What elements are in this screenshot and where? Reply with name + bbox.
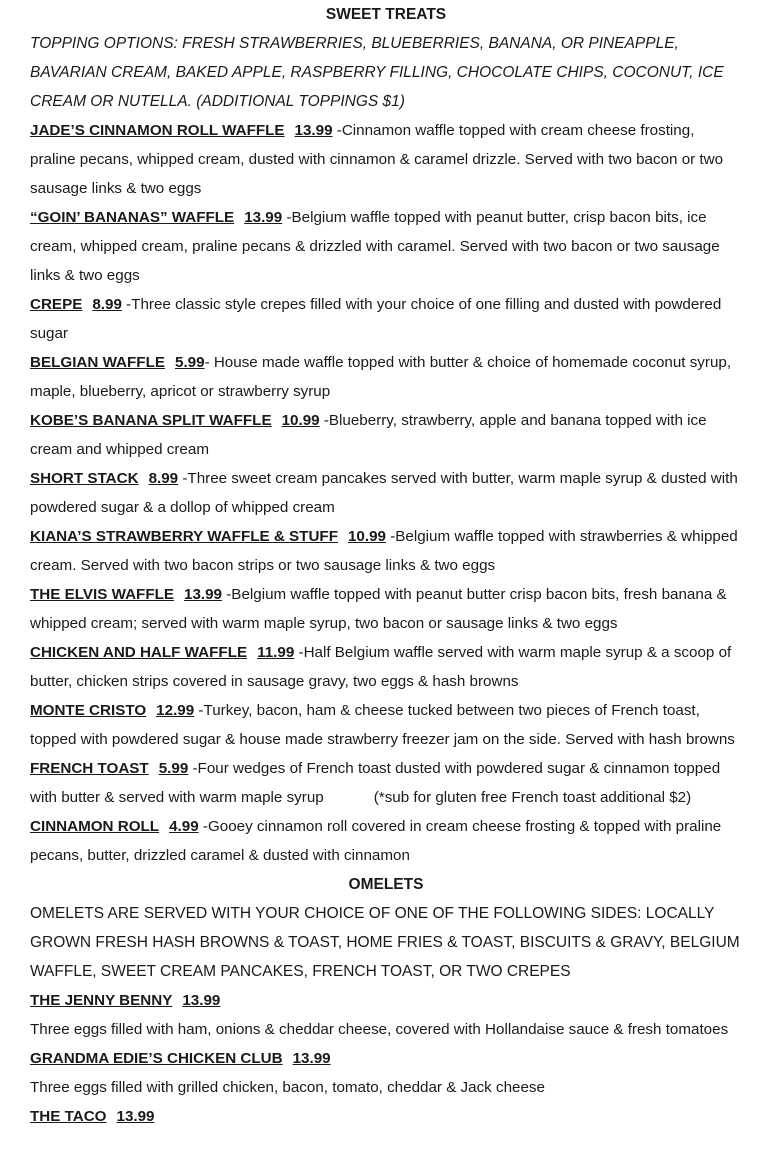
item-name: THE JENNY BENNY — [30, 992, 173, 1009]
item-price: 13.99 — [244, 209, 283, 226]
item-description: -Three classic style crepes filled with your choice of one filling and dusted with powdered sugar — [30, 296, 722, 342]
item-name: KOBE’S BANANA SPLIT WAFFLE — [30, 412, 272, 429]
item-price: 8.99 — [148, 470, 179, 487]
item-description: -Belgium waffle topped with strawberries & whipped cream. Served with two bacon strips or two sausage links & two eggs — [30, 528, 738, 574]
item-name: FRENCH TOAST — [30, 760, 149, 777]
item-name: THE TACO — [30, 1108, 107, 1125]
item-price: 13.99 — [116, 1108, 155, 1125]
item-description: Three eggs filled with grilled chicken, bacon, tomato, cheddar & Jack cheese — [30, 1079, 545, 1096]
item-description: -Turkey, bacon, ham & cheese tucked between two pieces of French toast, topped with powdered sugar & house made strawberry freezer jam on the side. Served with hash browns — [30, 702, 735, 748]
item-name: JADE’S CINNAMON ROLL WAFFLE — [30, 122, 285, 139]
item-price: 12.99 — [156, 702, 195, 719]
item-description: -Three sweet cream pancakes served with butter, warm maple syrup & dusted with powdered sugar & a dollop of whipped cream — [30, 470, 738, 516]
item-price: 13.99 — [292, 1050, 331, 1067]
menu-item — [30, 522, 742, 580]
item-name: CINNAMON ROLL — [30, 818, 160, 835]
item-price: 4.99 — [169, 818, 199, 835]
menu-item — [30, 638, 742, 696]
item-price: 5.99 — [158, 760, 189, 777]
menu-item — [30, 348, 742, 406]
item-price: 10.99 — [347, 528, 386, 545]
topping-options: TOPPING OPTIONS: FRESH STRAWBERRIES, BLUEBERRIES, BANANA, OR PINEAPPLE, BAVARIAN CREAM, BAKED APPLE, RASPBERRY FILLING, CHOCOLATE CHIPS, COCONUT, ICE CREAM OR NUTELLA. (ADDITIONAL TOPPINGS $1) — [30, 35, 724, 110]
item-name: SHORT STACK — [30, 470, 139, 487]
menu-item — [30, 696, 742, 754]
item-description: Three eggs filled with ham, onions & cheddar cheese, covered with Hollandaise sauce & fresh tomatoes — [30, 1021, 729, 1038]
item-price: 13.99 — [182, 992, 221, 1009]
item-price: 10.99 — [281, 412, 320, 429]
menu-item — [30, 754, 742, 812]
item-name: CREPE — [30, 296, 83, 313]
menu-page — [30, 0, 742, 1131]
item-price: 13.99 — [184, 586, 223, 603]
item-description: - House made waffle topped with butter & choice of homemade coconut syrup, maple, blueberry, apricot or strawberry syrup — [30, 354, 732, 400]
menu-item — [30, 812, 742, 870]
item-description: -Blueberry, strawberry, apple and banana topped with ice cream and whipped cream — [30, 412, 707, 458]
item-description: -Belgium waffle topped with peanut butter crisp bacon bits, fresh banana & whipped cream; served with warm maple syrup, two bacon or sausage links & two eggs — [30, 586, 727, 632]
menu-item — [30, 986, 742, 1015]
menu-item — [30, 1044, 742, 1073]
omelets-intro: OMELETS ARE SERVED WITH YOUR CHOICE OF ONE OF THE FOLLOWING SIDES: LOCALLY GROWN FRESH HASH BROWNS & TOAST, HOME FRIES & TOAST, BISCUITS & GRAVY, BELGIUM WAFFLE, SWEET CREAM PANCAKES, FRENCH TOAST, OR TWO CREPES — [30, 905, 740, 980]
item-name: BELGIAN WAFFLE — [30, 354, 165, 371]
menu-item — [30, 1102, 742, 1131]
item-name: KIANA’S STRAWBERRY WAFFLE & STUFF — [30, 528, 338, 545]
menu-item — [30, 464, 742, 522]
item-name: MONTE CRISTO — [30, 702, 147, 719]
item-description: -Gooey cinnamon roll covered in cream cheese frosting & topped with praline pecans, butter, drizzled caramel & dusted with cinnamon — [30, 818, 722, 864]
menu-item — [30, 290, 742, 348]
item-price: 11.99 — [257, 644, 295, 661]
item-price: 5.99 — [175, 354, 205, 371]
item-note: (*sub for gluten free French toast additional $2) — [373, 789, 692, 806]
item-name: THE ELVIS WAFFLE — [30, 586, 174, 603]
item-description: -Four wedges of French toast dusted with powdered sugar & cinnamon topped with butter & served with warm maple syrup — [30, 760, 721, 806]
item-description: -Belgium waffle topped with peanut butter, crisp bacon bits, ice cream, whipped cream, praline pecans & drizzled with caramel. Served with two bacon or two sausage links & two eggs — [30, 209, 720, 284]
menu-item — [30, 116, 742, 203]
item-price: 8.99 — [92, 296, 122, 313]
section-heading-omelets: OMELETS — [348, 876, 424, 893]
section-heading-sweet-treats: SWEET TREATS — [325, 6, 447, 23]
item-description: -Half Belgium waffle served with warm maple syrup & a scoop of butter, chicken strips covered in sausage gravy, two eggs & hash browns — [30, 644, 732, 690]
item-name: CHICKEN AND HALF WAFFLE — [30, 644, 248, 661]
menu-item — [30, 203, 742, 290]
item-description: -Cinnamon waffle topped with cream cheese frosting, praline pecans, whipped cream, dusted with cinnamon & caramel drizzle. Served with two bacon or two sausage links & two eggs — [30, 122, 724, 197]
item-name: GRANDMA EDIE’S CHICKEN CLUB — [30, 1050, 283, 1067]
menu-item — [30, 406, 742, 464]
menu-item — [30, 580, 742, 638]
item-name: “GOIN’ BANANAS” WAFFLE — [30, 209, 235, 226]
item-price: 13.99 — [294, 122, 333, 139]
